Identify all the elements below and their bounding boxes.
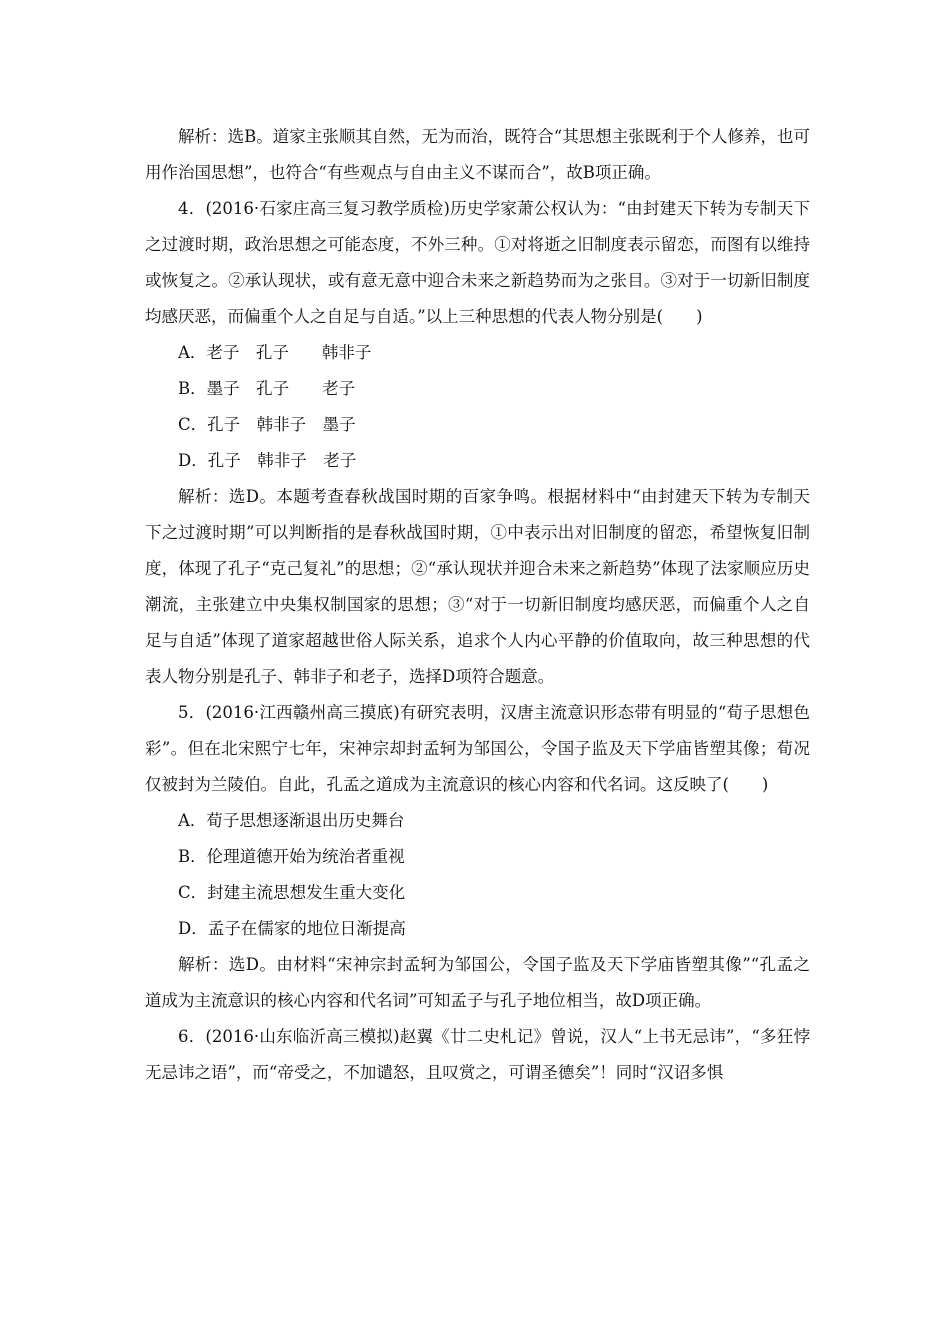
question-4-option-a: A．老子 孔子 韩非子 [178, 343, 372, 362]
question-4-option-d: D．孔子 韩非子 老子 [178, 451, 357, 470]
question-5-option-c: C．封建主流思想发生重大变化 [178, 883, 406, 902]
question-5-option-a: A．荀子思想逐渐退出历史舞台 [178, 811, 405, 830]
question-4-option-b: B．墨子 孔子 老子 [178, 379, 356, 398]
question-4-stem: 4．(2016·石家庄高三复习教学质检)历史学家萧公权认为：“由封建天下转为专制天下之过渡时期，政治思想之可能态度，不外三种。①对将逝之旧制度表示留恋，而图有以维持或恢复之。②承认现状，或有意无意中迎合未来之新趋势而为之张目。③对于一切新旧制度均感厌恶，而偏重个人之自足与自适。”以上三种思想的代表人物分别是( ) [145, 199, 810, 326]
question-5-stem: 5．(2016·江西赣州高三摸底)有研究表明，汉唐主流意识形态带有明显的“荀子思想色彩”。但在北宋熙宁七年，宋神宗却封孟轲为邹国公，令国子监及天下学庙皆塑其像；荀况仅被封为兰陵伯。自此，孔孟之道成为主流意识的核心内容和代名词。这反映了( ) [145, 703, 810, 794]
document-body [145, 119, 810, 1091]
answer-explanation-5: 解析：选D。由材料“宋神宗封孟轲为邹国公，令国子监及天下学庙皆塑其像”“孔孟之道成为主流意识的核心内容和代名词”可知孟子与孔子地位相当，故D项正确。 [145, 955, 810, 1010]
question-6-stem: 6．(2016·山东临沂高三模拟)赵翼《廿二史札记》曾说，汉人“上书无忌讳”，“多狂悖无忌讳之语”，而“帝受之，不加谴怒，且叹赏之，可谓圣德矣”！同时“汉诏多惧 [145, 1027, 810, 1082]
question-5-option-b: B．伦理道德开始为统治者重视 [178, 847, 405, 866]
question-4-option-c: C．孔子 韩非子 墨子 [178, 415, 356, 434]
answer-explanation-4: 解析：选D。本题考查春秋战国时期的百家争鸣。根据材料中“由封建天下转为专制天下之过渡时期”可以判断指的是春秋战国时期，①中表示出对旧制度的留恋，希望恢复旧制度，体现了孔子“克己复礼”的思想；②“承认现状并迎合未来之新趋势”体现了法家顺应历史潮流，主张建立中央集权制国家的思想；③“对于一切新旧制度均感厌恶，而偏重个人之自足与自适”体现了道家超越世俗人际关系，追求个人内心平静的价值取向，故三种思想的代表人物分别是孔子、韩非子和老子，选择D项符合题意。 [145, 487, 810, 686]
question-5-option-d: D．孟子在儒家的地位日渐提高 [178, 919, 406, 938]
answer-explanation-3: 解析：选B。道家主张顺其自然，无为而治，既符合“其思想主张既利于个人修养，也可用作治国思想”，也符合“有些观点与自由主义不谋而合”，故B项正确。 [145, 127, 810, 182]
